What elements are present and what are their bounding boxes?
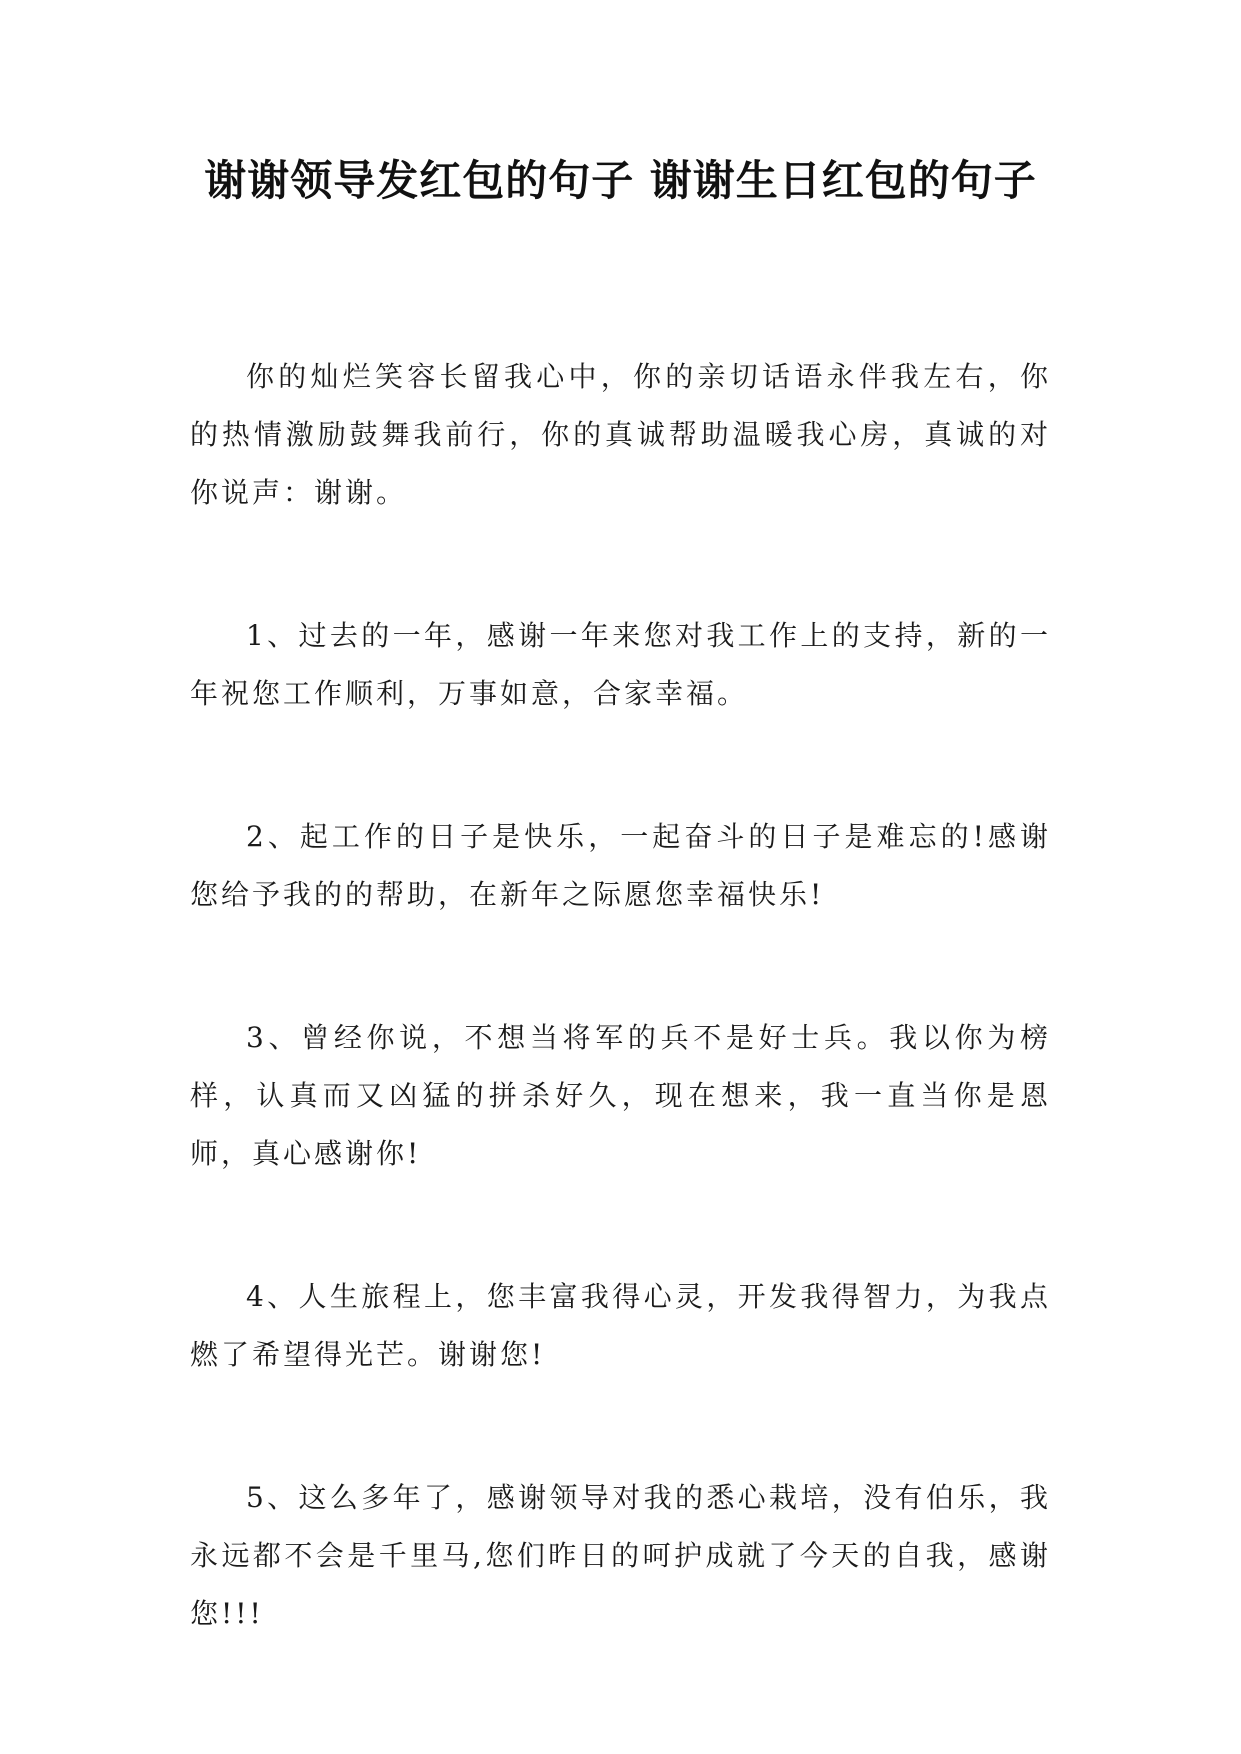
list-item-2: 2、起工作的日子是快乐，一起奋斗的日子是难忘的!感谢您给予我的的帮助，在新年之际愿您幸福快乐!	[190, 820, 1051, 911]
document-title: 谢谢领导发红包的句子 谢谢生日红包的句子	[204, 156, 1037, 205]
list-item-5: 5、这么多年了，感谢领导对我的悉心栽培，没有伯乐，我永远都不会是千里马,您们昨日的呵护成就了今天的自我，感谢您!!!	[190, 1481, 1051, 1630]
intro-paragraph: 你的灿烂笑容长留我心中，你的亲切话语永伴我左右，你的热情激励鼓舞我前行，你的真诚帮助温暖我心房，真诚的对你说声：谢谢。	[190, 360, 1051, 509]
document-body	[190, 348, 1051, 1728]
list-item-4: 4、人生旅程上，您丰富我得心灵，开发我得智力，为我点燃了希望得光芒。谢谢您!	[190, 1280, 1051, 1371]
list-item-1: 1、过去的一年，感谢一年来您对我工作上的支持，新的一年祝您工作顺利，万事如意，合家幸福。	[190, 619, 1051, 710]
list-item-3: 3、曾经你说，不想当将军的兵不是好士兵。我以你为榜样，认真而又凶猛的拼杀好久，现在想来，我一直当你是恩师，真心感谢你!	[190, 1021, 1051, 1170]
